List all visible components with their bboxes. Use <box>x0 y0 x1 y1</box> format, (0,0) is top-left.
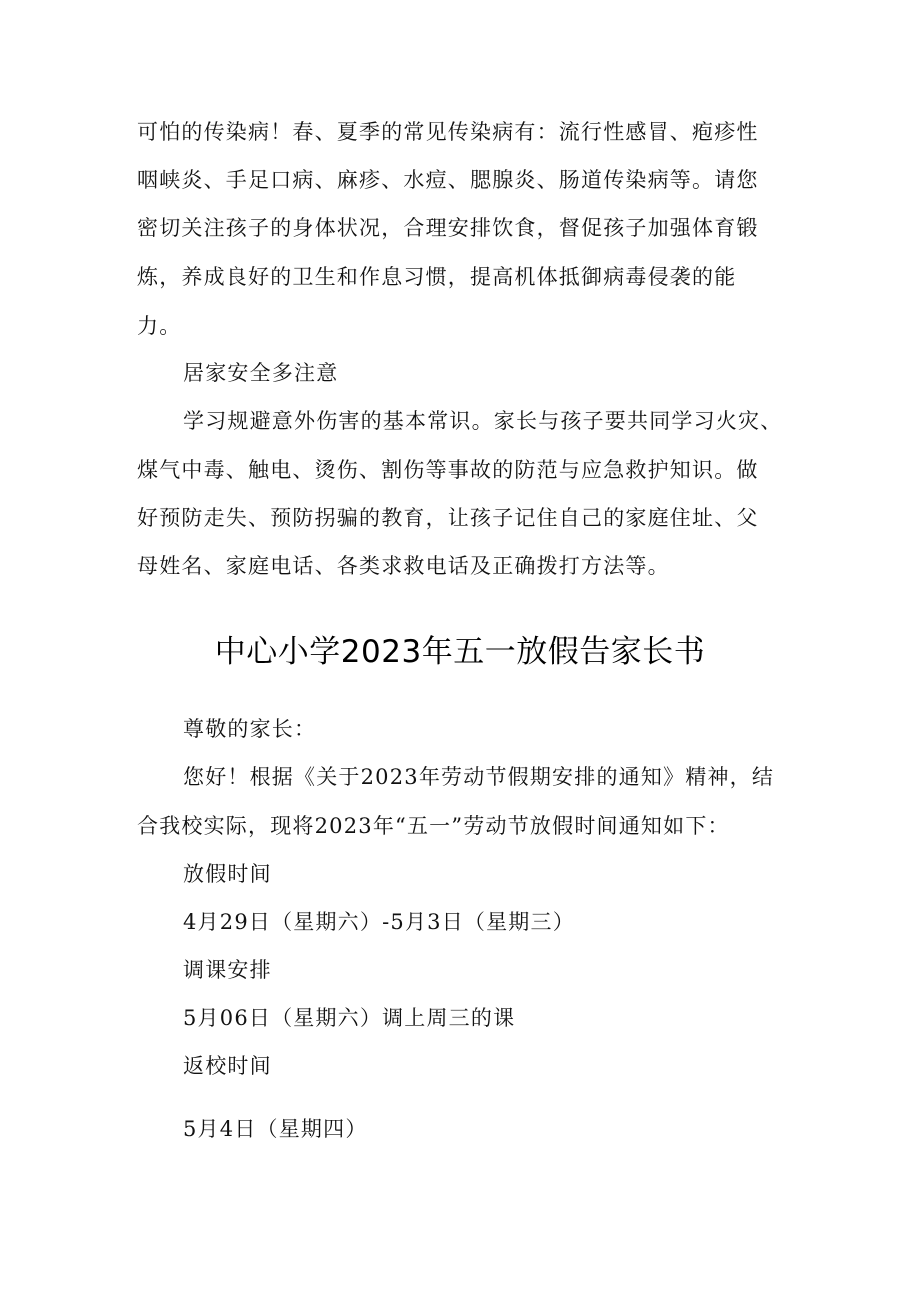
holiday-label: 放假时间 <box>183 862 272 886</box>
document-title: 中心小学2023年五一放假告家长书 <box>214 634 706 670</box>
paragraph-line: 母姓名、家庭电话、各类求救电话及正确拨打方法等。 <box>137 554 670 578</box>
holiday-value: 4月29日（星期六）-5月3日（星期三） <box>183 910 575 934</box>
return-label: 返校时间 <box>183 1054 272 1078</box>
return-value: 5月4日（星期四） <box>183 1117 368 1141</box>
greeting: 尊敬的家长： <box>183 717 317 741</box>
paragraph-line: 力。 <box>137 314 182 338</box>
paragraph-line: 合我校实际，现将2023年“五一”劳动节放假时间通知如下： <box>137 814 730 838</box>
paragraph-line: 煤气中毒、触电、烫伤、割伤等事故的防范与应急救护知识。做 <box>137 458 759 482</box>
makeup-value: 5月06日（星期六）调上周三的课 <box>183 1006 516 1030</box>
section-heading: 居家安全多注意 <box>183 361 339 385</box>
paragraph-line: 密切关注孩子的身体状况，合理安排饮食，督促孩子加强体育锻 <box>137 216 759 240</box>
paragraph-line: 炼，养成良好的卫生和作息习惯，提高机体抵御病毒侵袭的能 <box>137 265 737 289</box>
paragraph-line: 可怕的传染病！春、夏季的常见传染病有：流行性感冒、疱疹性 <box>137 120 759 144</box>
paragraph-line: 学习规避意外伤害的基本常识。家长与孩子要共同学习火灾、 <box>183 409 783 433</box>
makeup-label: 调课安排 <box>183 958 272 982</box>
paragraph-line: 咽峡炎、手足口病、麻疹、水痘、腮腺炎、肠道传染病等。请您 <box>137 168 759 192</box>
paragraph-line: 好预防走失、预防拐骗的教育，让孩子记住自己的家庭住址、父 <box>137 506 759 530</box>
paragraph-line: 您好！根据《关于2023年劳动节假期安排的通知》精神，结 <box>183 765 775 789</box>
